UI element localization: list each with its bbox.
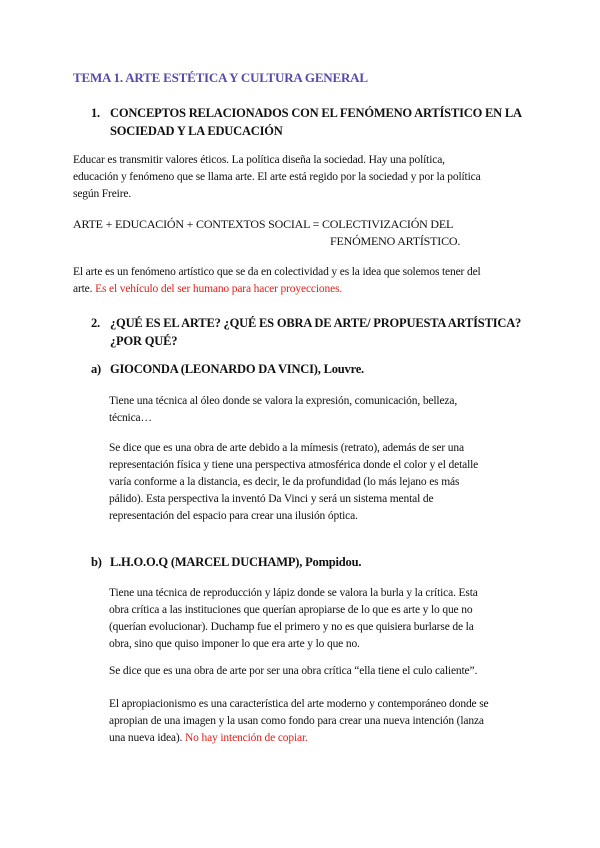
subsection-b-paragraph-3 (109, 696, 527, 747)
text-line: representación física y tiene una perspectiva atmosférica donde el color y el detalle (109, 459, 479, 471)
section-2-title (110, 314, 540, 350)
subsection-b-title: L.H.O.O.Q (MARCEL DUCHAMP), Pompidou. (110, 555, 362, 569)
section-2-number: 2. (91, 316, 100, 330)
section-2-title-line2: ¿POR QUÉ? (110, 334, 178, 348)
text-fragment: arte. (73, 283, 93, 295)
text-line: El apropiacionismo es una característica del arte moderno y contemporáneo donde se (109, 698, 489, 710)
text-line: El arte es un fenómeno artístico que se da en colectividad y es la idea que solemos tener del (73, 266, 481, 278)
section-1-paragraph-1 (73, 152, 543, 203)
text-line (109, 730, 527, 747)
section-1-heading (91, 104, 551, 140)
text-line: representación del espacio para crear una ilusión óptica. (109, 510, 358, 522)
text-line: técnica… (109, 412, 152, 424)
text-line: Se dice que es una obra de arte debido a la mímesis (retrato), además de ser una (109, 442, 464, 454)
subsection-a-title: GIOCONDA (LEONARDO DA VINCI), Louvre. (110, 362, 364, 376)
text-line: obra, sino que quiso imponer lo que era arte y lo que no. (109, 638, 360, 650)
subsection-a-heading (91, 362, 531, 380)
text-line: según Freire. (73, 188, 132, 200)
arte-formula (73, 216, 543, 250)
text-line: Tiene una técnica al óleo donde se valora la expresión, comunicación, belleza, (109, 395, 458, 407)
subsection-b-label: b) (91, 555, 102, 569)
text-line: educación y fenómeno que se llama arte. El arte está regido por la sociedad y por la política (73, 171, 481, 183)
section-1-title (110, 104, 540, 140)
subsection-a-label: a) (91, 362, 102, 376)
formula-line-2: FENÓMENO ARTÍSTICO. (330, 234, 461, 248)
text-line: (querían evolucionar). Duchamp fue el primero y no es que quisiera burlarse de la (109, 621, 474, 633)
text-line: obra crítica a las instituciones que querían apropiarse de lo que es arte y lo que no (109, 604, 473, 616)
subsection-a-paragraph-1 (109, 393, 527, 427)
subsection-b-paragraph-2 (109, 663, 527, 680)
formula-line-1: ARTE + EDUCACIÓN + CONTEXTOS SOCIAL = COLECTIVIZACIÓN DEL (73, 217, 454, 231)
text-line: Tiene una técnica de reproducción y lápiz donde se valora la burla y la crítica. Esta (109, 587, 478, 599)
document-title: TEMA 1. ARTE ESTÉTICA Y CULTURA GENERAL (73, 70, 368, 85)
highlighted-text: No hay intención de copiar. (185, 732, 308, 744)
section-2-heading (91, 314, 551, 350)
section-1-title-line2: SOCIEDAD Y LA EDUCACIÓN (110, 124, 283, 138)
text-line: varía conforme a la distancia, es decir, le da profundidad (lo más lejano es más (109, 476, 460, 488)
text-line (73, 281, 543, 298)
text-fragment: una nueva idea). (109, 732, 183, 744)
text-line: Educar es transmitir valores éticos. La política diseña la sociedad. Hay una política, (73, 154, 445, 166)
section-1-paragraph-2 (73, 264, 543, 298)
subsection-b-heading (91, 555, 531, 573)
text-line: apropian de una imagen y la usan como fondo para crear una nueva intención (lanza (109, 715, 484, 727)
subsection-b-paragraph-1 (109, 585, 527, 653)
section-1-title-line1: CONCEPTOS RELACIONADOS CON EL FENÓMENO ARTÍSTICO EN LA (110, 106, 522, 120)
section-1-number: 1. (91, 106, 100, 120)
text-line: pálido). Esta perspectiva la inventó Da Vinci y será un sistema mental de (109, 493, 434, 505)
section-2-title-line1: ¿QUÉ ES EL ARTE? ¿QUÉ ES OBRA DE ARTE/ PROPUESTA ARTÍSTICA? (110, 316, 522, 330)
text-line: Se dice que es una obra de arte por ser una obra crítica “ella tiene el culo caliente”. (109, 665, 478, 677)
highlighted-text: Es el vehículo del ser humano para hacer proyecciones. (95, 283, 343, 295)
subsection-a-paragraph-2 (109, 440, 527, 525)
